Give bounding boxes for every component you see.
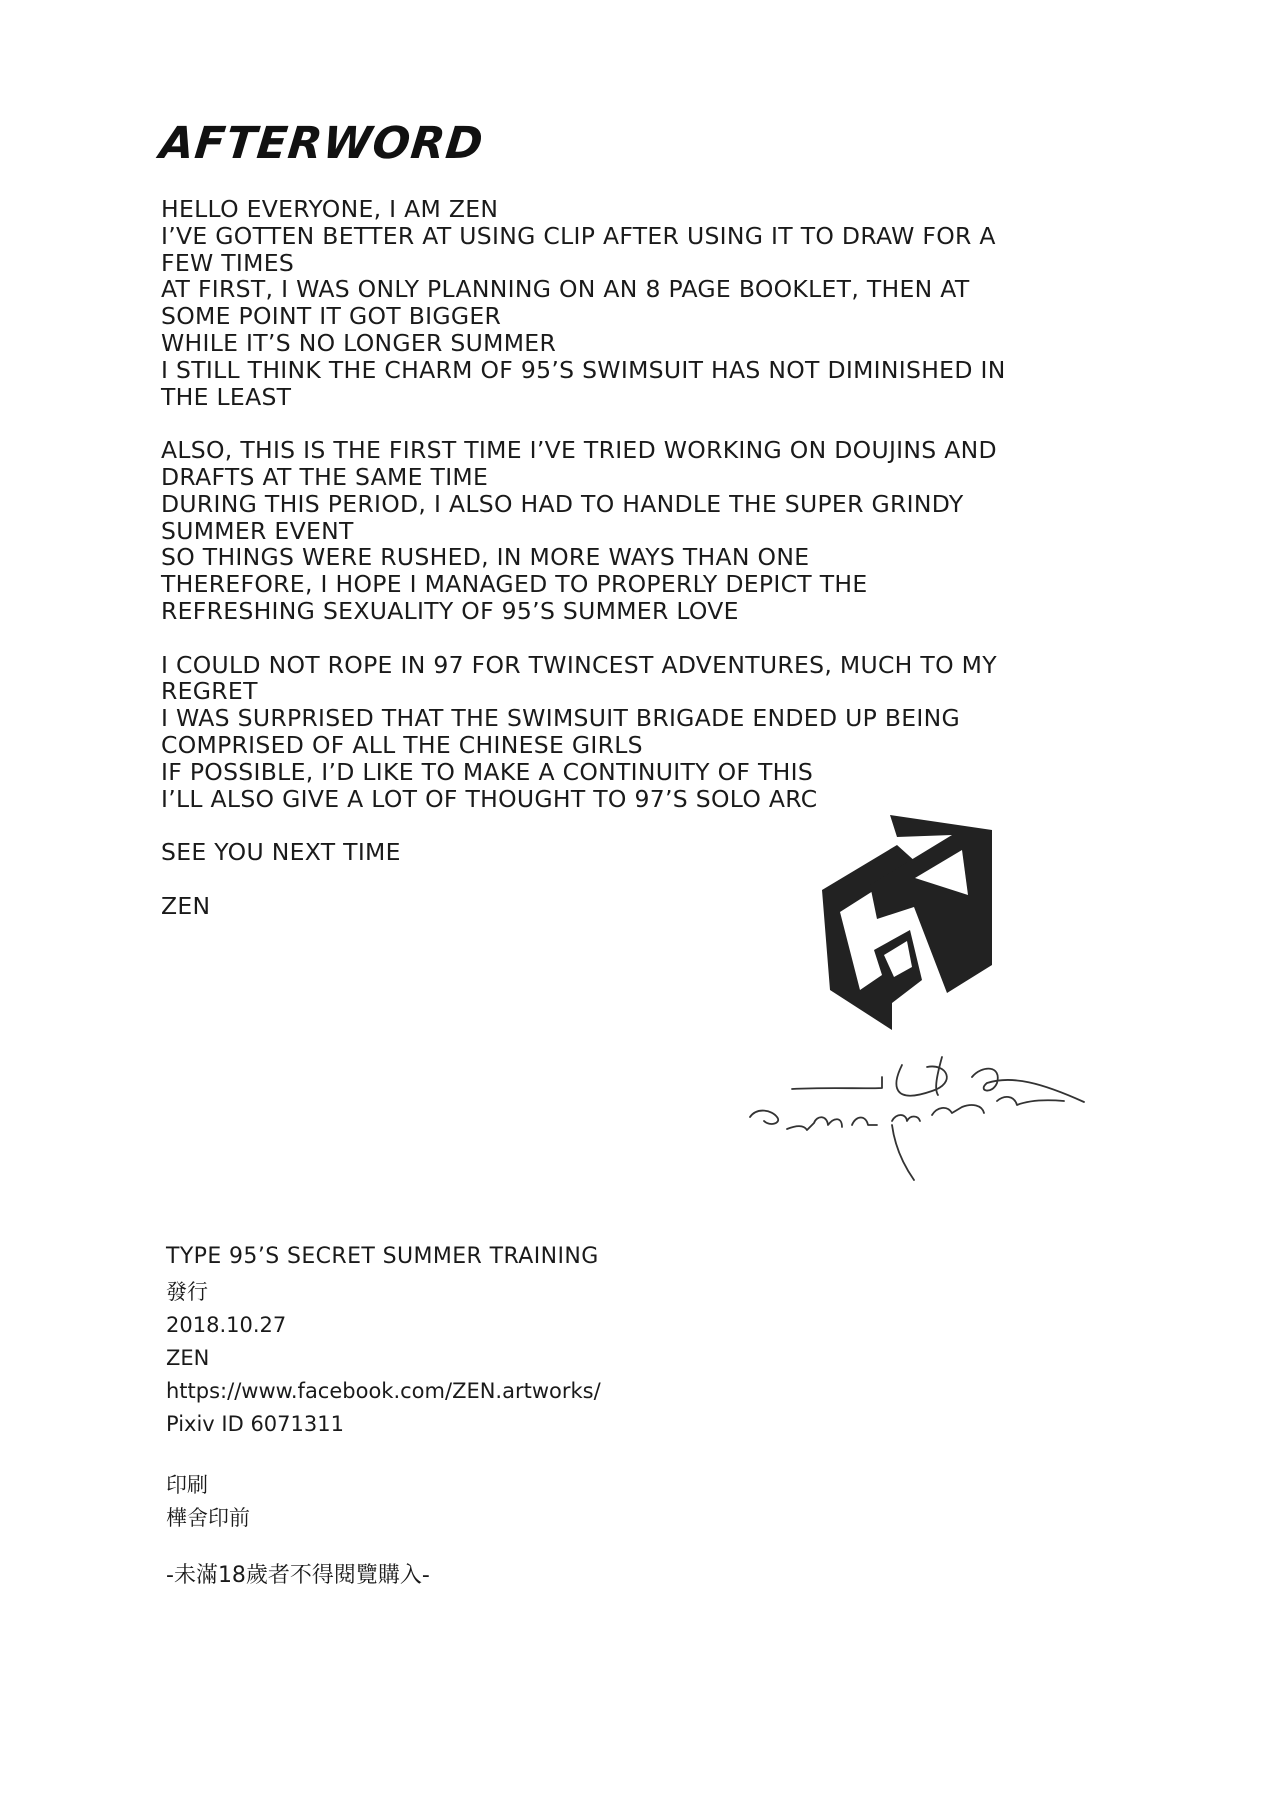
paragraph-2 [161,437,1081,625]
zen-logo-icon [822,815,992,1030]
text-line: IF POSSIBLE, I’D LIKE TO MAKE A CONTINUITY OF THIS [161,757,814,786]
text-line: AT FIRST, I WAS ONLY PLANNING ON AN 8 PAGE BOOKLET, THEN AT [161,275,970,304]
text-line: HELLO EVERYONE, I AM ZEN [161,195,499,223]
text-line: COMPRISED OF ALL THE CHINESE GIRLS [161,730,643,759]
publish-date: 2018.10.27 [166,1313,287,1337]
text-line: THEREFORE, I HOPE I MANAGED TO PROPERLY DEPICT THE [161,570,868,599]
text-line: DURING THIS PERIOD, I ALSO HAD TO HANDLE THE SUPER GRINDY [161,489,964,518]
paragraph-3 [161,652,1081,813]
spacer [166,1441,866,1469]
age-notice: -未滿18歲者不得閱覽購入- [166,1563,430,1588]
text-line: I’LL ALSO GIVE A LOT OF THOUGHT TO 97’S SOLO ARC [161,784,818,813]
text-line: WHILE IT’S NO LONGER SUMMER [161,328,557,357]
signature-icon [742,1055,1087,1185]
text-line: THE LEAST [161,382,292,411]
pixiv-id: Pixiv ID 6071311 [166,1412,344,1436]
author-signoff: ZEN [161,891,211,920]
text-line: I’VE GOTTEN BETTER AT USING CLIP AFTER USING IT TO DRAW FOR A [161,221,996,250]
text-line: I WAS SURPRISED THAT THE SWIMSUIT BRIGADE ENDED UP BEING [161,704,961,733]
text-line: SUMMER EVENT [161,516,354,545]
print-label: 印刷 [166,1473,208,1497]
paragraph-1 [161,196,1081,410]
text-line: SOME POINT IT GOT BIGGER [161,302,502,331]
publish-label: 發行 [166,1280,208,1304]
text-line: ALSO, THIS IS THE FIRST TIME I’VE TRIED WORKING ON DOUJINS AND [161,436,997,465]
text-line: REGRET [161,677,258,706]
text-line: SEE YOU NEXT TIME [161,838,401,867]
text-line: I COULD NOT ROPE IN 97 FOR TWINCEST ADVENTURES, MUCH TO MY [161,650,997,679]
book-title: TYPE 95’S SECRET SUMMER TRAINING [166,1244,599,1269]
text-line: REFRESHING SEXUALITY OF 95’S SUMMER LOVE [161,596,739,625]
text-line: I STILL THINK THE CHARM OF 95’S SWIMSUIT HAS NOT DIMINISHED IN [161,355,1006,384]
author-name: ZEN [166,1346,210,1370]
colophon [166,1242,866,1591]
printer-name: 樺舍印前 [166,1506,250,1530]
text-line: SO THINGS WERE RUSHED, IN MORE WAYS THAN ONE [161,543,810,572]
page-title: AFTERWORD [157,118,487,169]
facebook-url: https://www.facebook.com/ZEN.artworks/ [166,1379,601,1403]
text-line: DRAFTS AT THE SAME TIME [161,462,489,491]
text-line: FEW TIMES [161,248,295,277]
